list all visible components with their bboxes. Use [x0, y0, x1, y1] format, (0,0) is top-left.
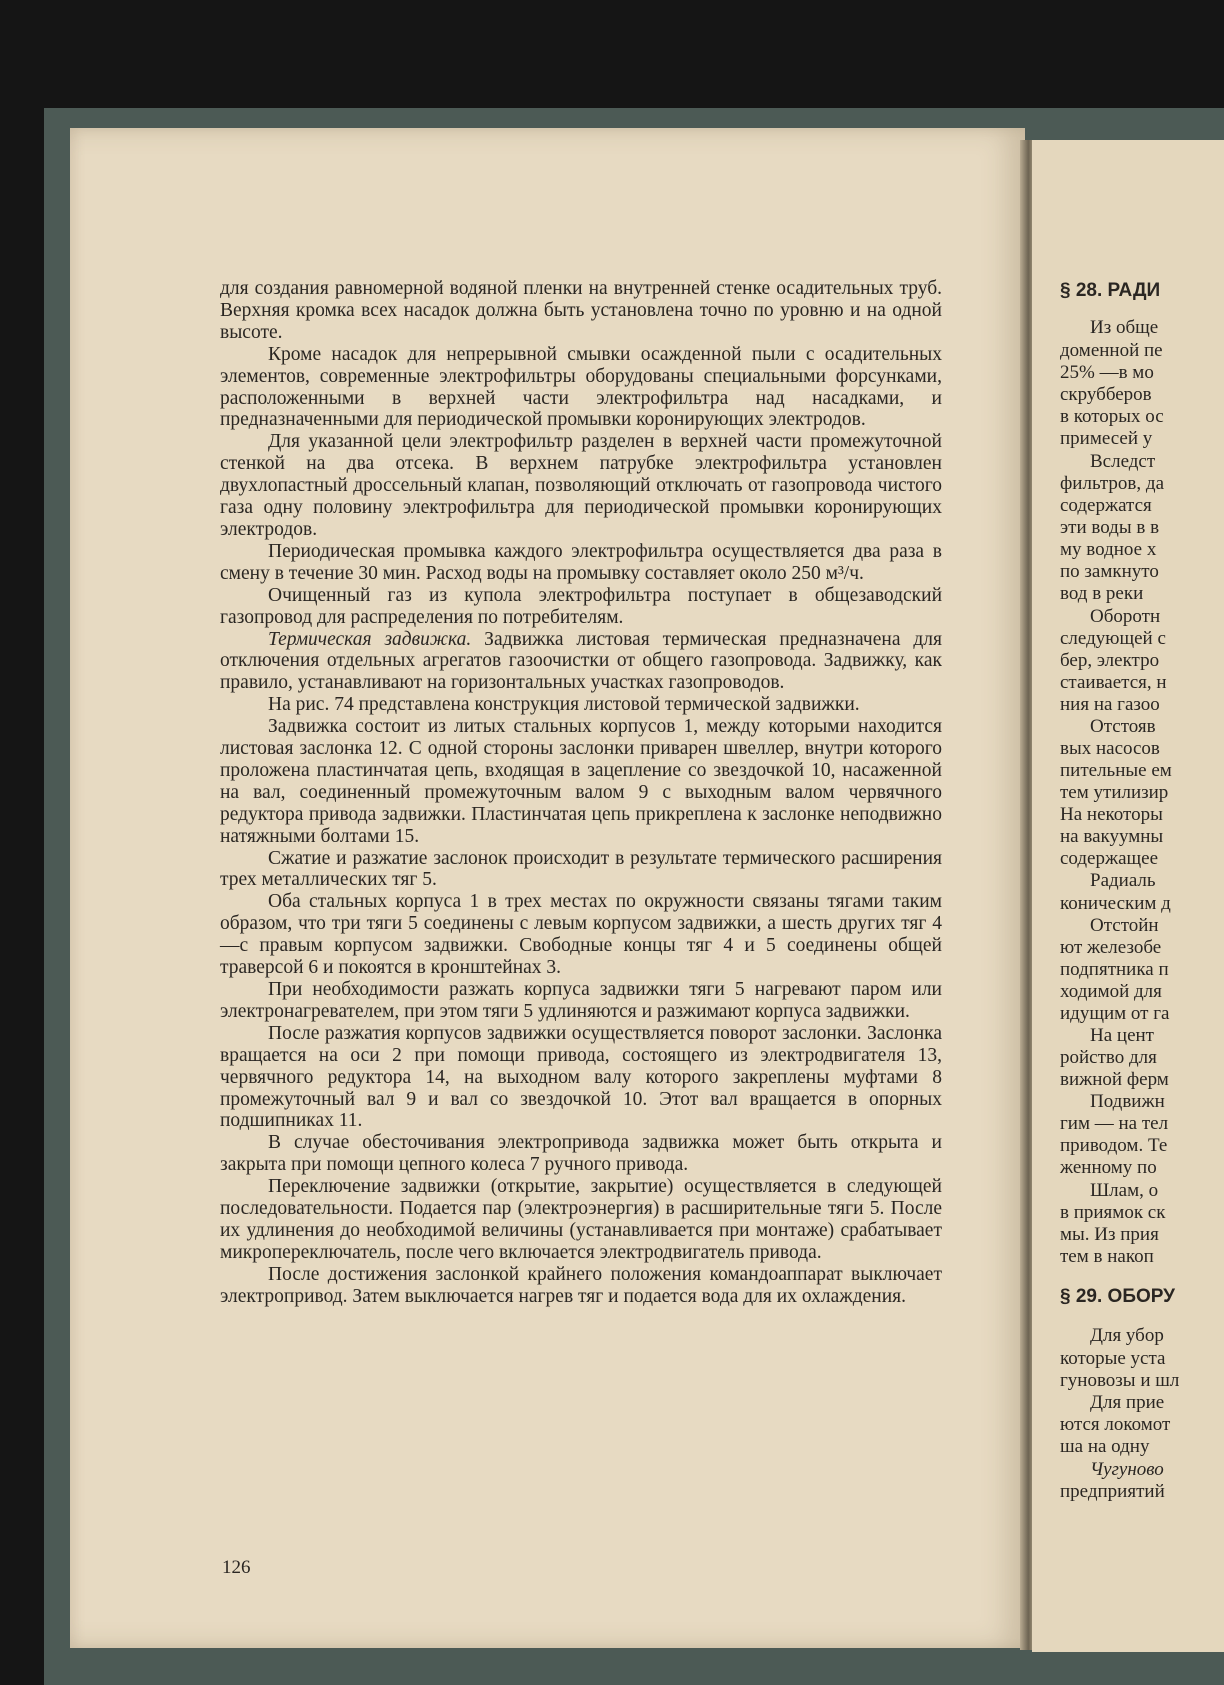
- paragraph: Кроме насадок для непрерывной смывки осажденной пыли с осадительных элементов, современные электрофильтры оборудованы специальными форсунками, расположенными в верхней части электрофильтра над насадками, и предназначенными для периодической промывки коронирующих электродов.: [220, 343, 942, 431]
- text-line-fragment: вод в реки: [1060, 583, 1144, 604]
- paragraph: После разжатия корпусов задвижки осуществляется поворот заслонки. Заслонка вращается на оси 2 при помощи привода, состоящего из электродвигателя 13, червячного редуктора 14, на выходном валу которого закреплены муфтами 8 промежуточный вал 9 и вал со звездочкой 10. Этот вал вращается в опорных подшипниках 11.: [220, 1022, 942, 1132]
- text-line-fragment: Оборотн: [1090, 606, 1161, 627]
- text-line-fragment: Шлам, о: [1090, 1180, 1159, 1201]
- paragraph: Для указанной цели электрофильтр разделен в верхней части промежуточной стенкой на два отсека. В верхнем патрубке электрофильтра установлен двухлопастный дроссельный клапан, позволяющий отключать от газопровода чистого газа одну половину электрофильтра для периодической промывки коронирующих электродов.: [220, 431, 942, 540]
- text-line-fragment: ния на газоо: [1060, 694, 1160, 715]
- text-line-fragment: эти воды в в: [1060, 517, 1160, 538]
- paragraph-thermal-valve: [220, 629, 942, 695]
- section-heading-fragment: § 28. РАДИ: [1060, 280, 1161, 301]
- paragraph: Задвижка состоит из литых стальных корпусов 1, между которыми находится листовая заслонка 12. С одной стороны заслонки приварен швеллер, внутри которого проложена пластинчатая цепь, входящая в зацепление со звездочкой 10, насаженной на вал, соединенный промежуточным валом 9 с выходным валом червячного редуктора привода задвижки. Пластинчатая цепь прикреплена к заслонке неподвижно натяжными болтами 15.: [220, 716, 942, 847]
- text-line-fragment: Отстояв: [1090, 716, 1156, 737]
- section-lead-italic: Термическая задвижка.: [268, 628, 472, 650]
- text-line-fragment: Для прие: [1090, 1392, 1165, 1413]
- text-line-fragment: приводом. Те: [1060, 1135, 1168, 1156]
- text-line-fragment: Отстойн: [1090, 915, 1159, 936]
- paragraph: В случае обесточивания электропривода задвижка может быть открыта и закрыта при помощи цепного колеса 7 ручного привода.: [220, 1132, 942, 1176]
- text-line-fragment: На цент: [1090, 1025, 1154, 1046]
- text-line-fragment: тем утилизир: [1060, 782, 1169, 803]
- paragraph: При необходимости разжать корпуса задвижки тяги 5 нагревают паром или электронагревателем, при этом тяги 5 удлиняются и разжимают корпуса задвижки.: [220, 979, 942, 1022]
- paragraph: для создания равномерной водяной пленки на внутренней стенке осадительных труб. Верхняя кромка всех насадок должна быть установлена точно по уровню и на одной высоте.: [220, 278, 942, 343]
- text-line-fragment: тем в накоп: [1060, 1246, 1154, 1267]
- text-line-fragment: Подвижн: [1090, 1091, 1165, 1112]
- text-line-fragment: гим — на тел: [1060, 1113, 1169, 1134]
- text-line-fragment: которые уста: [1060, 1348, 1166, 1369]
- text-line-fragment: стаивается, н: [1060, 672, 1167, 693]
- page-number: 126: [222, 1557, 251, 1578]
- paragraph: После достижения заслонкой крайнего положения командоаппарат выключает электропривод. Затем выключается нагрев тяг и подается вода для их охлаждения.: [220, 1263, 942, 1307]
- text-line-fragment: подпятника п: [1060, 959, 1169, 980]
- text-line-fragment: ходимой для: [1060, 981, 1162, 1002]
- text-line-fragment: бер, электро: [1060, 650, 1160, 671]
- paragraph: Оба стальных корпуса 1 в трех местах по окружности связаны тягами таким образом, что три тяги 5 соединены с левым корпусом задвижки, а шесть других тяг 4—с правым корпусом задвижки. Свободные концы тяг 4 и 5 соединены общей траверсой 6 и покоятся в кронштейнах 3.: [220, 891, 942, 979]
- text-line-fragment: коническим д: [1060, 893, 1171, 914]
- paragraph-body: Задвижка листовая термическая предназначена для отключения отдельных агрегатов газоочистки от общего газопровода. Задвижку, как правило, устанавливают на горизонтальных участках газопроводов.: [220, 628, 942, 694]
- text-line-fragment: примесей у: [1060, 428, 1153, 449]
- left-page-text: [220, 278, 942, 1308]
- text-line-fragment: На некоторы: [1060, 804, 1163, 825]
- text-line-fragment: ша на одну: [1060, 1436, 1150, 1457]
- text-line-fragment: фильтров, да: [1060, 473, 1165, 494]
- text-line-fragment: содержащее: [1060, 848, 1159, 869]
- text-line-fragment: содержатся: [1060, 495, 1152, 516]
- text-line-fragment: мы. Из прия: [1060, 1224, 1159, 1245]
- text-line-fragment: Чугуново: [1090, 1459, 1164, 1480]
- section-heading-fragment: § 29. ОБОРУ: [1060, 1286, 1175, 1307]
- text-line-fragment: ют железобе: [1060, 937, 1162, 958]
- text-line-fragment: идущим от га: [1060, 1003, 1170, 1024]
- paragraph: Сжатие и разжатие заслонок происходит в результате термического расширения трех металлических тяг 5.: [220, 847, 942, 891]
- text-line-fragment: в приямок ск: [1060, 1202, 1166, 1223]
- text-line-fragment: му водное х: [1060, 539, 1157, 560]
- text-line-fragment: Для убор: [1090, 1325, 1164, 1346]
- text-line-fragment: по замкнуто: [1060, 561, 1159, 582]
- text-line-fragment: на вакуумны: [1060, 826, 1164, 847]
- text-line-fragment: Вследст: [1090, 451, 1156, 472]
- text-line-fragment: вижной ферм: [1060, 1069, 1169, 1090]
- paragraph: Периодическая промывка каждого электрофильтра осуществляется два раза в смену в течение 30 мин. Расход воды на промывку составляет около 250 м³/ч.: [220, 540, 942, 584]
- text-line-fragment: в которых ос: [1060, 406, 1164, 427]
- text-line-fragment: предприятий: [1060, 1481, 1165, 1502]
- text-line-fragment: гуновозы и шл: [1060, 1370, 1180, 1391]
- text-line-fragment: ются локомот: [1060, 1414, 1171, 1435]
- paragraph: Переключение задвижки (открытие, закрытие) осуществляется в следующей последовательности. Подается пар (электроэнергия) в расширительные тяги 5. После их удлинения до необходимой величины (устанавливается при монтаже) срабатывает микропереключатель, после чего включается электродвигатель привода.: [220, 1176, 942, 1263]
- text-line-fragment: доменной пе: [1060, 340, 1163, 361]
- paragraph: На рис. 74 представлена конструкция листовой термической задвижки.: [268, 694, 860, 716]
- text-line-fragment: женному по: [1060, 1157, 1157, 1178]
- text-line-fragment: Из обще: [1090, 317, 1159, 338]
- text-line-fragment: Радиаль: [1090, 870, 1156, 891]
- text-line-fragment: ройство для: [1060, 1047, 1157, 1068]
- text-line-fragment: пительные ем: [1060, 760, 1172, 781]
- text-line-fragment: скрубберов: [1060, 384, 1152, 405]
- paragraph: Очищенный газ из купола электрофильтра поступает в общезаводский газопровод для распределения по потребителям.: [220, 584, 942, 628]
- text-line-fragment: 25% —в мо: [1060, 362, 1154, 383]
- text-line-fragment: вых насосов: [1060, 738, 1160, 759]
- text-line-fragment: следующей с: [1060, 628, 1166, 649]
